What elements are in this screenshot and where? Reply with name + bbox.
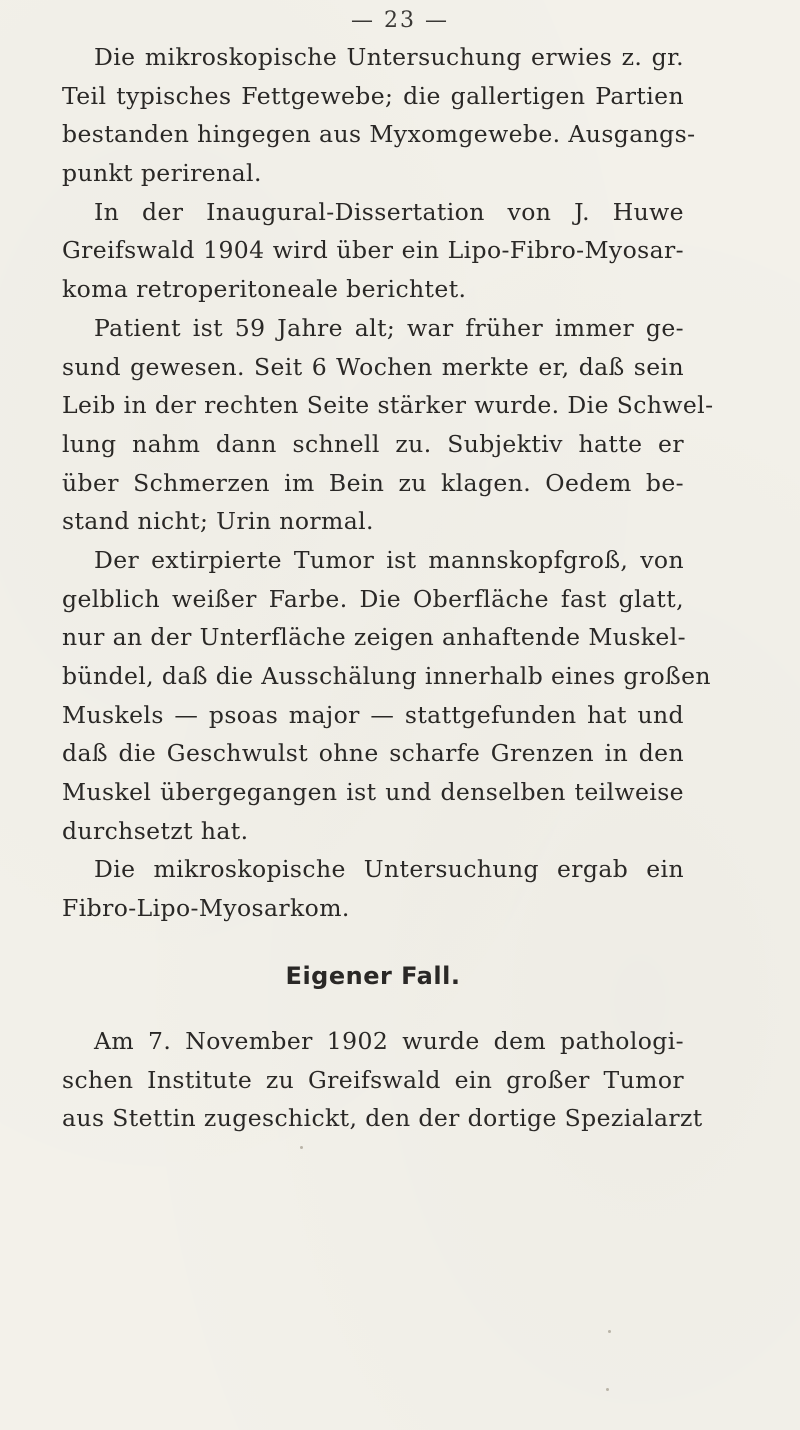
paragraph-5 xyxy=(62,850,684,927)
text-line: Der extirpierte Tumor ist mannskopfgroß, von xyxy=(94,545,684,574)
text-line: aus Stettin zugeschickt, den der dortige Spezialarzt xyxy=(62,1104,703,1133)
text-line: nur an der Unterfläche zeigen anhaftende Muskel- xyxy=(62,623,686,652)
scan-speck xyxy=(606,1388,609,1391)
text-line: Muskel übergegangen ist und denselben teilweise xyxy=(62,778,684,807)
text-line: Fibro-Lipo-Myosarkom. xyxy=(62,894,350,923)
paragraph-3 xyxy=(62,309,714,541)
paragraph-1 xyxy=(62,38,696,193)
scan-speck xyxy=(300,1146,303,1149)
text-line: daß die Geschwulst ohne scharfe Grenzen in den xyxy=(62,739,684,768)
paragraph-6 xyxy=(62,1022,703,1138)
text-line: bestanden hingegen aus Myxomgewebe. Ausgangs- xyxy=(62,120,696,149)
text-line: über Schmerzen im Bein zu klagen. Oedem be- xyxy=(62,468,684,497)
text-line: In der Inaugural-Dissertation von J. Huwe xyxy=(94,197,684,226)
text-line: koma retroperitoneale berichtet. xyxy=(62,275,467,304)
body-text xyxy=(62,38,714,1138)
section-heading: Eigener Fall. xyxy=(285,961,461,990)
text-line: gelblich weißer Farbe. Die Oberfläche fast glatt, xyxy=(62,584,684,613)
text-line: bündel, daß die Ausschälung innerhalb eines großen xyxy=(62,662,711,690)
text-line: schen Institute zu Greifswald ein großer Tumor xyxy=(62,1065,684,1094)
text-line: Leib in der rechten Seite stärker wurde. Die Schwel- xyxy=(62,391,714,420)
text-line: Die mikroskopische Untersuchung erwies z. gr. xyxy=(94,43,684,71)
text-line: stand nicht; Urin normal. xyxy=(62,507,374,536)
page-number: — 23 — xyxy=(351,8,449,33)
scan-speck xyxy=(608,1330,611,1333)
text-line: Am 7. November 1902 wurde dem pathologi- xyxy=(94,1026,684,1055)
text-line: Greifswald 1904 wird über ein Lipo-Fibro-Myosar- xyxy=(62,236,684,265)
text-line: Teil typisches Fettgewebe; die gallertigen Partien xyxy=(62,81,684,110)
text-line: Muskels — psoas major — stattgefunden hat und xyxy=(62,700,684,729)
text-line: Die mikroskopische Untersuchung ergab ein xyxy=(94,855,684,884)
text-line: lung nahm dann schnell zu. Subjektiv hatte er xyxy=(62,429,684,458)
text-line: punkt perirenal. xyxy=(62,159,262,188)
text-line: Patient ist 59 Jahre alt; war früher immer ge- xyxy=(94,313,684,342)
text-line: durchsetzt hat. xyxy=(62,816,249,845)
paragraph-4 xyxy=(62,541,711,851)
paragraph-2 xyxy=(62,193,684,309)
text-line: sund gewesen. Seit 6 Wochen merkte er, daß sein xyxy=(62,352,684,381)
